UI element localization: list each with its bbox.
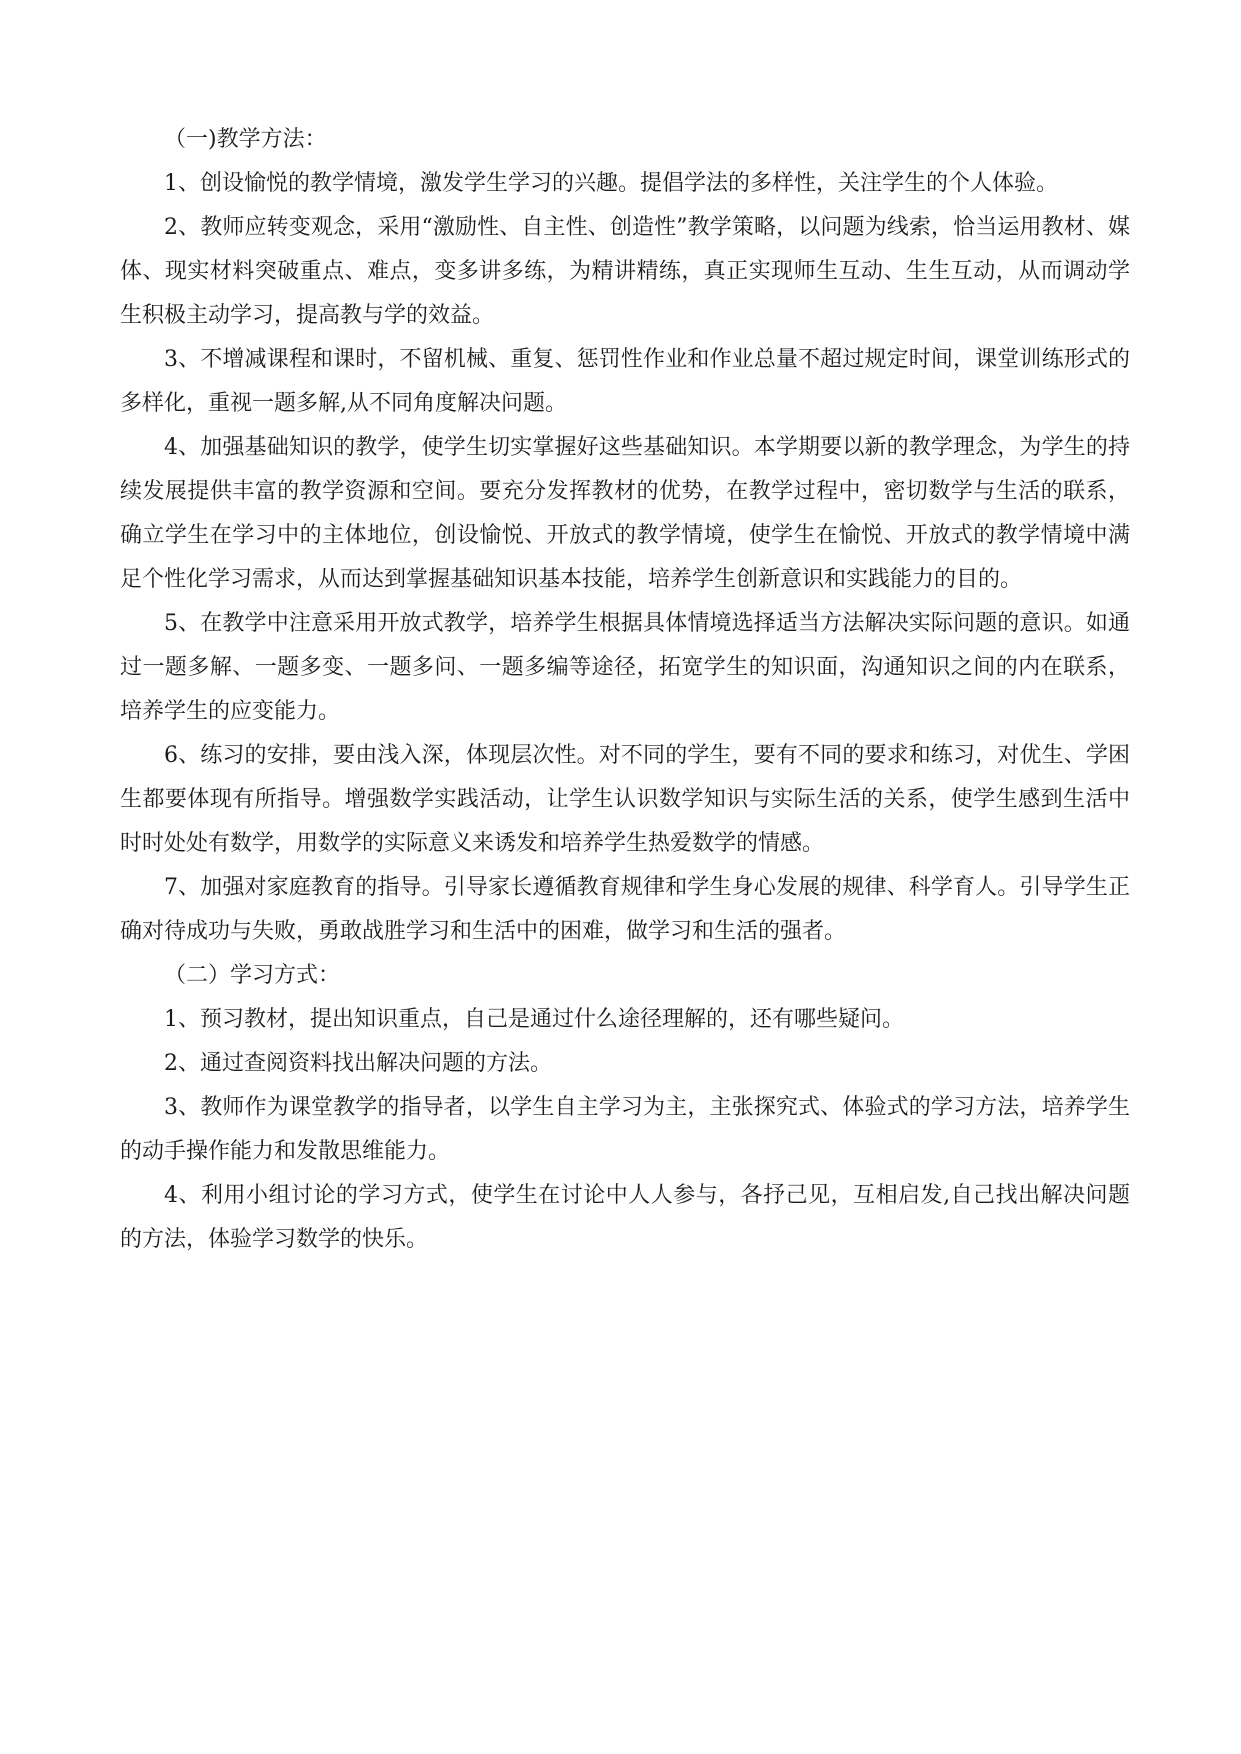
paragraph-learning-method-4: 4、利用小组讨论的学习方式，使学生在讨论中人人参与，各抒己见，互相启发,自己找出解决问题的方法，体验学习数学的快乐。 — [120, 1183, 1130, 1252]
paragraph-learning-method-3: 3、教师作为课堂教学的指导者，以学生自主学习为主，主张探究式、体验式的学习方法，培养学生的动手操作能力和发散思维能力。 — [120, 1095, 1130, 1164]
paragraph-teaching-method-3: 3、不增减课程和课时，不留机械、重复、惩罚性作业和作业总量不超过规定时间，课堂训练形式的多样化，重视一题多解,从不同角度解决问题。 — [120, 347, 1130, 416]
section-heading-teaching-methods: （一)教学方法： — [164, 127, 327, 152]
paragraph-teaching-method-5: 5、在教学中注意采用开放式教学，培养学生根据具体情境选择适当方法解决实际问题的意识。如通过一题多解、一题多变、一题多问、一题多编等途径，拓宽学生的知识面，沟通知识之间的内在联系，培养学生的应变能力。 — [120, 611, 1130, 724]
document-body — [120, 118, 1130, 1262]
paragraph-learning-method-2: 2、通过查阅资料找出解决问题的方法。 — [164, 1051, 552, 1076]
paragraph-teaching-method-7: 7、加强对家庭教育的指导。引导家长遵循教育规律和学生身心发展的规律、科学育人。引导学生正确对待成功与失败，勇敢战胜学习和生活中的困难，做学习和生活的强者。 — [120, 875, 1130, 944]
paragraph-teaching-method-4: 4、加强基础知识的教学，使学生切实掌握好这些基础知识。本学期要以新的教学理念，为学生的持续发展提供丰富的教学资源和空间。要充分发挥教材的优势，在教学过程中，密切数学与生活的联系，确立学生在学习中的主体地位，创设愉悦、开放式的教学情境，使学生在愉悦、开放式的教学情境中满足个性化学习需求，从而达到掌握基础知识基本技能，培养学生创新意识和实践能力的目的。 — [120, 435, 1130, 592]
section-heading-learning-methods: （二）学习方式： — [164, 963, 341, 988]
paragraph-teaching-method-1: 1、创设愉悦的教学情境，激发学生学习的兴趣。提倡学法的多样性，关注学生的个人体验。 — [164, 171, 1059, 196]
paragraph-teaching-method-2: 2、教师应转变观念，采用“激励性、自主性、创造性”教学策略，以问题为线索，恰当运用教材、媒体、现实材料突破重点、难点，变多讲多练，为精讲精练，真正实现师生互动、生生互动，从而调动学生积极主动学习，提高教与学的效益。 — [120, 215, 1130, 328]
paragraph-teaching-method-6: 6、练习的安排，要由浅入深，体现层次性。对不同的学生，要有不同的要求和练习，对优生、学困生都要体现有所指导。增强数学实践活动，让学生认识数学知识与实际生活的关系，使学生感到生活中时时处处有数学，用数学的实际意义来诱发和培养学生热爱数学的情感。 — [120, 743, 1130, 856]
paragraph-learning-method-1: 1、预习教材，提出知识重点，自己是通过什么途径理解的，还有哪些疑问。 — [164, 1007, 904, 1032]
